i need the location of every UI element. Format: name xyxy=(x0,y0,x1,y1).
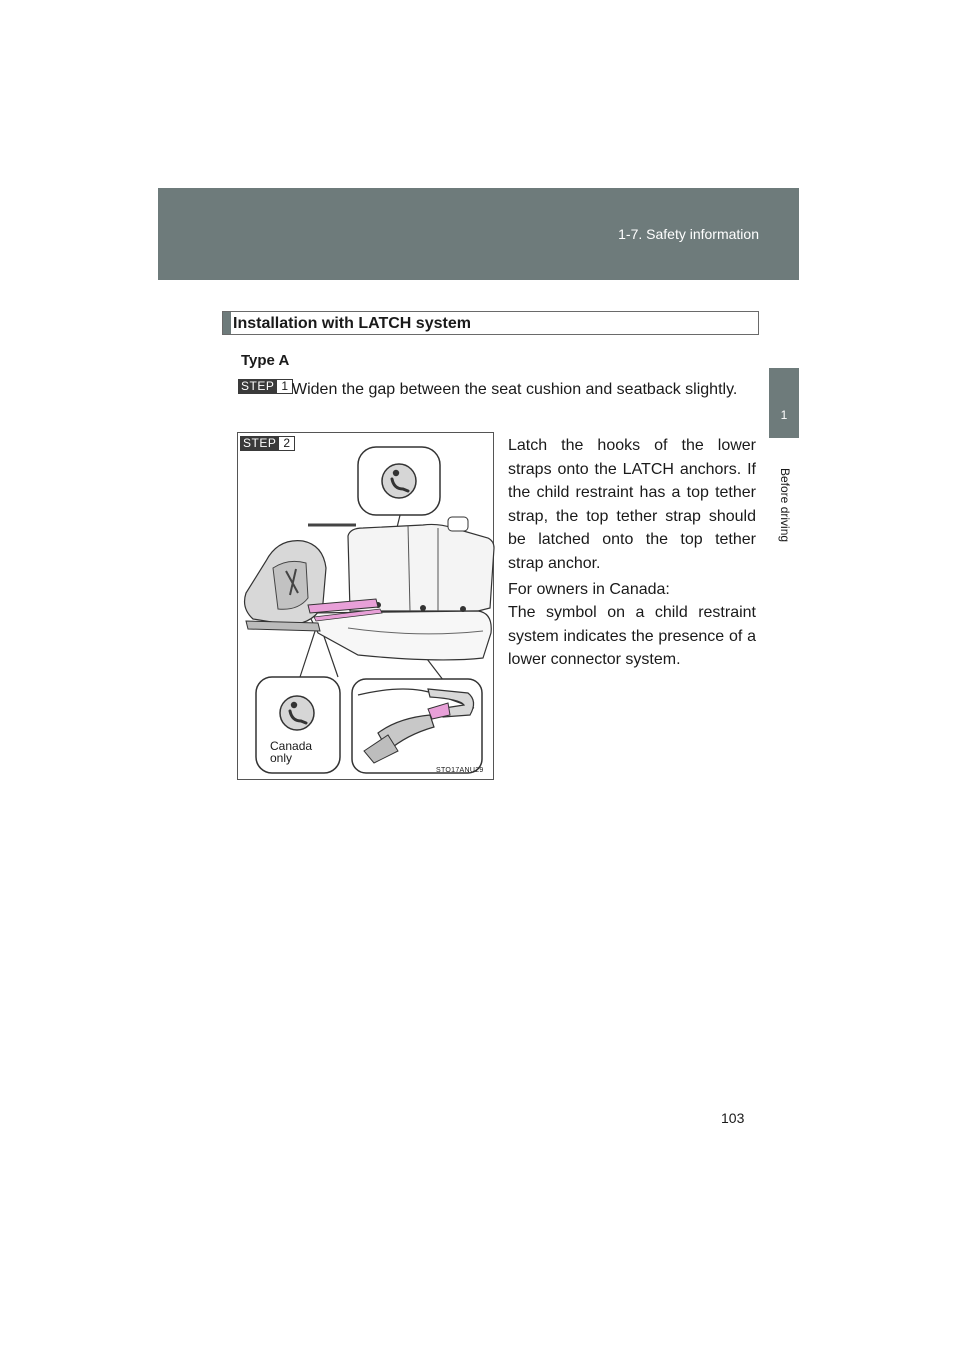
step-2-number: 2 xyxy=(279,436,295,451)
section-header: 1-7. Safety information xyxy=(618,226,759,242)
latch-illustration-svg xyxy=(238,433,495,781)
step-1-label: STEP xyxy=(238,379,277,394)
headrest xyxy=(448,517,468,531)
step-1-badge xyxy=(238,379,293,394)
canada-note-heading: For owners in Canada: xyxy=(508,581,670,598)
latch-illustration xyxy=(237,432,494,780)
rear-seat xyxy=(308,517,494,660)
step-2-text: Latch the hooks of the lower straps onto the LATCH anchors. If the child restraint has a top tether strap, the top tether strap should be latched onto the top tether strap anchor. xyxy=(508,437,756,572)
latch-symbol-callout-top xyxy=(358,447,440,515)
latch-anchor xyxy=(420,605,426,611)
chapter-tab xyxy=(769,368,799,438)
canada-only-caption: Canada only xyxy=(270,739,313,765)
canada-note-text: The symbol on a child restraint system indicates the presence of a lower connector system. xyxy=(508,604,756,668)
step-1-text: Widen the gap between the seat cushion and seatback slightly. xyxy=(292,381,738,398)
header-band xyxy=(158,188,799,280)
latch-anchor xyxy=(460,606,466,612)
chapter-label: Before driving xyxy=(778,468,792,543)
type-label: Type A xyxy=(241,352,290,369)
step-1-number: 1 xyxy=(277,379,293,394)
step-2-label: STEP xyxy=(240,436,279,451)
step-2-badge xyxy=(240,436,295,451)
section-heading-accent xyxy=(223,312,231,334)
hook-detail-callout xyxy=(352,679,482,773)
figure-code: STO17ANU29 xyxy=(436,767,484,774)
section-heading xyxy=(222,311,759,335)
section-title: Installation with LATCH system xyxy=(233,315,471,332)
chapter-number: 1 xyxy=(780,408,788,422)
page-number: 103 xyxy=(721,1110,745,1126)
